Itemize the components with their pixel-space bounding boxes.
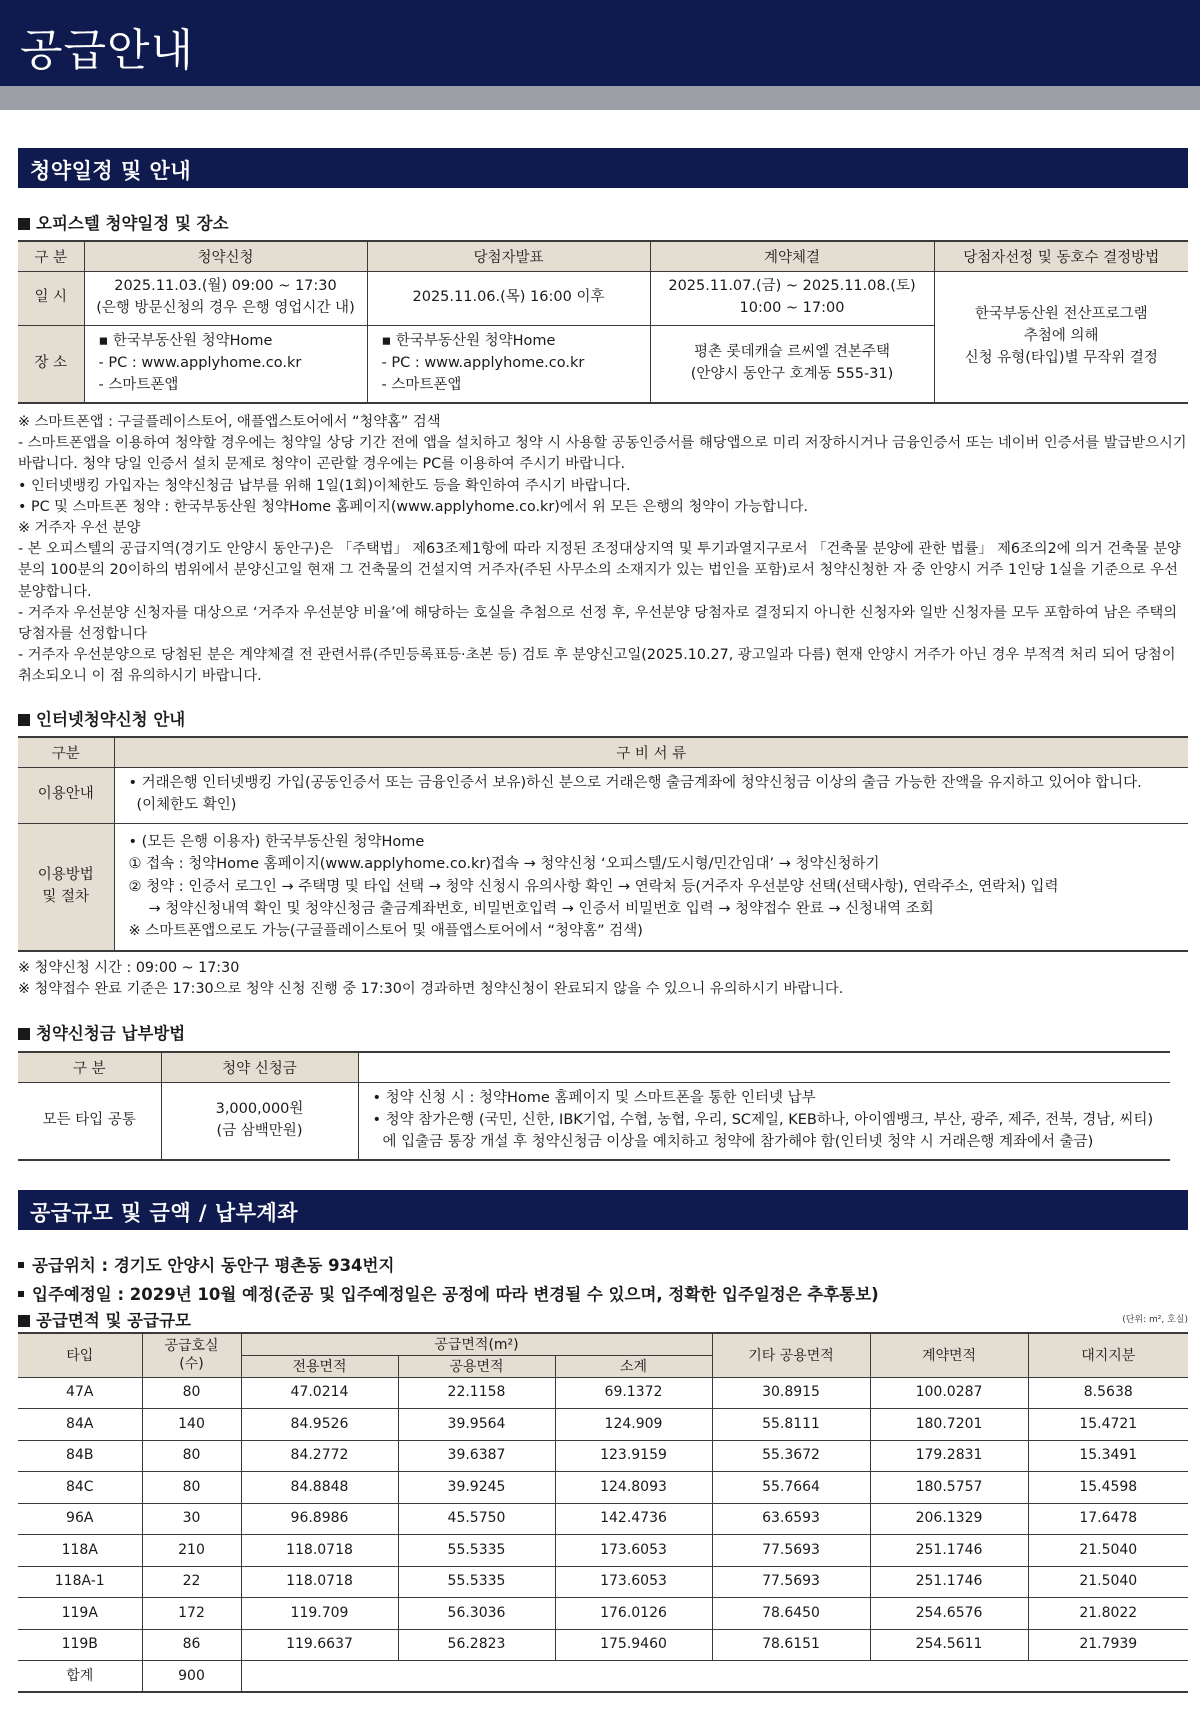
apply-place-cell: ▪ 한국부동산원 청약Home - PC : www.applyhome.co.kr - 스마트폰앱 bbox=[84, 325, 367, 403]
announce-place-cell: ▪ 한국부동산원 청약Home - PC : www.applyhome.co.kr - 스마트폰앱 bbox=[367, 325, 650, 403]
contract-date-cell: 2025.11.07.(금) ~ 2025.11.08.(토) 10:00 ~ 17:00 bbox=[650, 271, 934, 325]
note-line: ※ 청약접수 완료 기준은 17:30으로 청약 신청 진행 중 17:30이 경과하면 청약신청이 완료되지 않을 수 있으니 유의하시기 바랍니다. bbox=[18, 981, 844, 998]
table-cell: 119.709 bbox=[241, 1598, 398, 1630]
page-header bbox=[0, 0, 1200, 86]
table-header: 전용면적 bbox=[241, 1355, 398, 1377]
table-cell: 55.7664 bbox=[712, 1472, 870, 1504]
move-in-date: 입주예정일 : 2029년 10월 예정(준공 및 입주예정일은 공정에 따라 변경될 수 있으며, 정확한 입주일정은 추후통보) bbox=[18, 1281, 879, 1305]
payment-subtitle: 청약신청금 납부방법 bbox=[18, 1020, 185, 1044]
table-header: 구분 bbox=[18, 737, 114, 767]
table-cell: 77.5693 bbox=[712, 1535, 870, 1567]
table-row bbox=[18, 1440, 1188, 1472]
table-header: 청약신청 bbox=[84, 241, 367, 271]
table-cell: 254.6576 bbox=[870, 1598, 1028, 1630]
table-cell: 100.0287 bbox=[870, 1377, 1028, 1409]
table-cell: 118A bbox=[18, 1535, 142, 1567]
selection-method-cell: 한국부동산원 전산프로그램 추첨에 의해 신청 유형(타입)별 무작위 결정 bbox=[934, 271, 1188, 403]
table-header: 공급호실 (수) bbox=[142, 1333, 241, 1377]
note-line: • 인터넷뱅킹 가입자는 청약신청금 납부를 위해 1일(1회)이체한도 등을 확인하여 주시기 바랍니다. bbox=[18, 477, 631, 494]
table-row bbox=[18, 1472, 1188, 1504]
table-cell: 206.1329 bbox=[870, 1503, 1028, 1535]
table-cell: 251.1746 bbox=[870, 1566, 1028, 1598]
table-cell: 175.9460 bbox=[555, 1629, 712, 1661]
table-header: 타입 bbox=[18, 1333, 142, 1377]
table-header: 당첨자선정 및 동호수 결정방법 bbox=[934, 241, 1188, 271]
table-row bbox=[18, 1566, 1188, 1598]
table-cell: 173.6053 bbox=[555, 1535, 712, 1567]
payment-table bbox=[18, 1051, 1170, 1161]
internet-table bbox=[18, 736, 1188, 952]
payment-type-cell: 모든 타입 공통 bbox=[18, 1082, 161, 1160]
square-bullet-icon bbox=[18, 714, 30, 726]
table-cell: 80 bbox=[142, 1377, 241, 1409]
payment-amount-cell: 3,000,000원 (금 삼백만원) bbox=[161, 1082, 358, 1160]
total-units: 900 bbox=[142, 1661, 241, 1693]
table-cell: 251.1746 bbox=[870, 1535, 1028, 1567]
table-cell: 254.5611 bbox=[870, 1629, 1028, 1661]
unit-note: (단위: m², 호실) bbox=[1122, 1315, 1188, 1325]
table-header: 구 비 서 류 bbox=[114, 737, 1188, 767]
table-cell: 123.9159 bbox=[555, 1440, 712, 1472]
table-row bbox=[18, 1535, 1188, 1567]
table-cell: 119B bbox=[18, 1629, 142, 1661]
procedure-cell: • (모든 은행 이용자) 한국부동산원 청약Home ① 접속 : 청약Home 홈페이지(www.applyhome.co.kr)접속 → 청약신청 ‘오피스텔/도시형/민간임대’ → 청약신청하기 ② 청약 : 인증서 로그인 → 주택명 및 타입 선택 → 청약 신청시 유의사항 확인 → 연락처 등(거주자 우선분양 선택(선택사항), 연락주소, 연락처) 입력 → 청약신청내역 확인 및 청약신청금 출금계좌번호, 비밀번호입력 → 인증서 비밀번호 입력 → 청약접수 완료 → 신청내역 조회 ※ 스마트폰앱으로도 가능(구글플레이스토어 및 애플앱스토어에서 “청약홈” 검색) bbox=[114, 823, 1188, 951]
table-header: 계약면적 bbox=[870, 1333, 1028, 1377]
table-cell: 77.5693 bbox=[712, 1566, 870, 1598]
table-cell: 78.6151 bbox=[712, 1629, 870, 1661]
table-cell: 84.8848 bbox=[241, 1472, 398, 1504]
table-cell: 55.5335 bbox=[398, 1566, 555, 1598]
table-cell: 124.8093 bbox=[555, 1472, 712, 1504]
note-line: - 거주자 우선분양으로 당첨된 분은 계약체결 전 관련서류(주민등록표등·초본 등) 검토 후 분양신고일(2025.10.27, 광고일과 다름) 현재 안양시 거주가 아닌 경우 부적격 처리 되어 당첨이 취소되오니 이 점 유의하시기 바랍니다. bbox=[18, 647, 1176, 685]
square-bullet-icon bbox=[18, 218, 30, 230]
table-row bbox=[18, 1503, 1188, 1535]
table-row bbox=[18, 1409, 1188, 1441]
table-cell: 39.9564 bbox=[398, 1409, 555, 1441]
supply-location: 공급위치 : 경기도 안양시 동안구 평촌동 934번지 bbox=[18, 1252, 394, 1276]
table-cell: 84B bbox=[18, 1440, 142, 1472]
total-empty bbox=[241, 1661, 1188, 1693]
table-cell: 47A bbox=[18, 1377, 142, 1409]
page-title: 공급안내 bbox=[20, 25, 195, 76]
area-table bbox=[18, 1332, 1188, 1693]
schedule-subtitle: 오피스텔 청약일정 및 장소 bbox=[18, 210, 229, 234]
table-cell: 80 bbox=[142, 1472, 241, 1504]
row-label: 일 시 bbox=[18, 271, 84, 325]
table-header: 소계 bbox=[555, 1355, 712, 1377]
table-cell: 96A bbox=[18, 1503, 142, 1535]
table-cell: 180.5757 bbox=[870, 1472, 1028, 1504]
table-cell: 69.1372 bbox=[555, 1377, 712, 1409]
section-title: 공급규모 및 금액 / 납부계좌 bbox=[30, 1201, 299, 1225]
table-row bbox=[18, 1629, 1188, 1661]
table-header: 공용면적 bbox=[398, 1355, 555, 1377]
schedule-table bbox=[18, 240, 1188, 404]
table-cell: 80 bbox=[142, 1440, 241, 1472]
internet-notes bbox=[18, 958, 1188, 1000]
table-cell: 84A bbox=[18, 1409, 142, 1441]
table-cell: 30 bbox=[142, 1503, 241, 1535]
header-band bbox=[0, 86, 1200, 110]
table-cell: 21.7939 bbox=[1028, 1629, 1188, 1661]
table-cell: 176.0126 bbox=[555, 1598, 712, 1630]
table-cell: 142.4736 bbox=[555, 1503, 712, 1535]
usage-cell: • 거래은행 인터넷뱅킹 가입(공동인증서 또는 금융인증서 보유)하신 분으로 거래은행 출금계좌에 청약신청금 이상의 출금 가능한 잔액을 유지하고 있어야 합니다. (이체한도 확인) bbox=[114, 767, 1188, 823]
table-cell: 173.6053 bbox=[555, 1566, 712, 1598]
table-cell: 96.8986 bbox=[241, 1503, 398, 1535]
section-bar-supply bbox=[18, 1190, 1188, 1230]
table-cell: 39.9245 bbox=[398, 1472, 555, 1504]
table-cell: 55.8111 bbox=[712, 1409, 870, 1441]
dot-bullet-icon bbox=[18, 1291, 24, 1297]
table-cell: 119A bbox=[18, 1598, 142, 1630]
note-line: - 본 오피스텔의 공급지역(경기도 안양시 동안구)은 「주택법」 제63조제1항에 따라 지정된 조정대상지역 및 투기과열지구로서 「건축물 분양에 관한 법률」 제6조의2에 의거 건축물 분양분의 100분의 20이하의 범위에서 분양신고일 현재 그 건축물의 건설지역 거주자(주된 사무소의 소재지가 있는 법인을 포함)로서 청약신청한 자 중 안양시 거주 1인당 1실을 기준으로 우선분양합니다. bbox=[18, 541, 1181, 600]
table-cell: 22.1158 bbox=[398, 1377, 555, 1409]
table-cell: 21.5040 bbox=[1028, 1566, 1188, 1598]
table-cell: 118.0718 bbox=[241, 1535, 398, 1567]
table-cell: 63.6593 bbox=[712, 1503, 870, 1535]
payment-method-cell: • 청약 신청 시 : 청약Home 홈페이지 및 스마트폰을 통한 인터넷 납부 • 청약 참가은행 (국민, 신한, IBK기업, 수협, 농협, 우리, SC제일, KEB하나, 아이엠뱅크, 부산, 광주, 제주, 전북, 경남, 씨티) 에 입출금 통장 개설 후 청약신청금 이상을 예치하고 청약에 참가해야 함(인터넷 청약 시 거래은행 계좌에서 출금) bbox=[358, 1082, 1170, 1160]
table-header: 공급면적(m²) bbox=[241, 1333, 712, 1355]
table-cell: 84C bbox=[18, 1472, 142, 1504]
note-line: ※ 거주자 우선 분양 bbox=[18, 520, 141, 537]
table-header: 기타 공용면적 bbox=[712, 1333, 870, 1377]
table-cell: 21.8022 bbox=[1028, 1598, 1188, 1630]
table-header: 계약체결 bbox=[650, 241, 934, 271]
table-cell: 78.6450 bbox=[712, 1598, 870, 1630]
table-row bbox=[18, 1598, 1188, 1630]
table-cell: 56.3036 bbox=[398, 1598, 555, 1630]
table-cell: 8.5638 bbox=[1028, 1377, 1188, 1409]
note-line: - 거주자 우선분양 신청자를 대상으로 ‘거주자 우선분양 비율’에 해당하는 호실을 추첨으로 선정 후, 우선분양 당첨자로 결정되지 아니한 신청자와 일반 신청자를 모두 포함하여 남은 주택의 당첨자를 선정합니다 bbox=[18, 604, 1178, 643]
contract-place-cell: 평촌 롯데캐슬 르씨엘 견본주택 (안양시 동안구 호계동 555-31) bbox=[650, 325, 934, 403]
table-cell: 55.3672 bbox=[712, 1440, 870, 1472]
table-cell: 55.5335 bbox=[398, 1535, 555, 1567]
table-cell: 118.0718 bbox=[241, 1566, 398, 1598]
table-cell: 84.9526 bbox=[241, 1409, 398, 1441]
table-header: 대지지분 bbox=[1028, 1333, 1188, 1377]
apply-date-cell: 2025.11.03.(월) 09:00 ~ 17:30 (은행 방문신청의 경우 은행 영업시간 내) bbox=[84, 271, 367, 325]
table-row bbox=[18, 1377, 1188, 1409]
row-label: 이용방법 및 절차 bbox=[18, 823, 114, 951]
dot-bullet-icon bbox=[18, 1262, 24, 1268]
table-header: 청약 신청금 bbox=[161, 1052, 358, 1082]
table-cell: 140 bbox=[142, 1409, 241, 1441]
table-cell: 22 bbox=[142, 1566, 241, 1598]
schedule-notes bbox=[18, 412, 1188, 688]
table-header: 구 분 bbox=[18, 241, 84, 271]
table-cell: 180.7201 bbox=[870, 1409, 1028, 1441]
table-cell: 118A-1 bbox=[18, 1566, 142, 1598]
total-label: 합계 bbox=[18, 1661, 142, 1693]
table-cell: 86 bbox=[142, 1629, 241, 1661]
table-cell: 15.3491 bbox=[1028, 1440, 1188, 1472]
table-cell: 21.5040 bbox=[1028, 1535, 1188, 1567]
table-cell: 179.2831 bbox=[870, 1440, 1028, 1472]
square-bullet-icon bbox=[18, 1028, 30, 1040]
note-line: ※ 스마트폰앱 : 구글플레이스토어, 애플앱스토어에서 “청약홈” 검색 bbox=[18, 414, 441, 430]
area-subtitle: 공급면적 및 공급규모 bbox=[18, 1307, 191, 1331]
table-header: 구 분 bbox=[18, 1052, 161, 1082]
table-cell: 45.5750 bbox=[398, 1503, 555, 1535]
note-line: - 스마트폰앱을 이용하여 청약할 경우에는 청약일 상당 기간 전에 앱을 설치하고 청약 시 사용할 공동인증서를 해당앱으로 미리 저장하시거나 금융인증서 또는 네이버 인증서를 발급받으시기 바랍니다. 청약 당일 인증서 설치 문제로 청약이 곤란할 경우에는 PC를 이용하여 주시기 바랍니다. bbox=[18, 435, 1187, 473]
table-cell: 17.6478 bbox=[1028, 1503, 1188, 1535]
section-bar-schedule bbox=[18, 148, 1188, 188]
note-line: ※ 청약신청 시간 : 09:00 ~ 17:30 bbox=[18, 960, 240, 976]
section-title: 청약일정 및 안내 bbox=[30, 159, 192, 183]
table-cell: 84.2772 bbox=[241, 1440, 398, 1472]
table-cell: 30.8915 bbox=[712, 1377, 870, 1409]
row-label: 이용안내 bbox=[18, 767, 114, 823]
announce-date-cell: 2025.11.06.(목) 16:00 이후 bbox=[367, 271, 650, 325]
table-cell: 119.6637 bbox=[241, 1629, 398, 1661]
table-cell: 172 bbox=[142, 1598, 241, 1630]
row-label: 장 소 bbox=[18, 325, 84, 403]
table-header: 당첨자발표 bbox=[367, 241, 650, 271]
table-cell: 124.909 bbox=[555, 1409, 712, 1441]
table-cell: 15.4598 bbox=[1028, 1472, 1188, 1504]
table-cell: 39.6387 bbox=[398, 1440, 555, 1472]
square-bullet-icon bbox=[18, 1315, 30, 1327]
table-cell: 56.2823 bbox=[398, 1629, 555, 1661]
table-header bbox=[358, 1052, 1170, 1082]
note-line: • PC 및 스마트폰 청약 : 한국부동산원 청약Home 홈페이지(www.applyhome.co.kr)에서 위 모든 은행의 청약이 가능합니다. bbox=[18, 498, 809, 515]
table-cell: 15.4721 bbox=[1028, 1409, 1188, 1441]
internet-subtitle: 인터넷청약신청 안내 bbox=[18, 706, 185, 730]
table-cell: 47.0214 bbox=[241, 1377, 398, 1409]
table-cell: 210 bbox=[142, 1535, 241, 1567]
